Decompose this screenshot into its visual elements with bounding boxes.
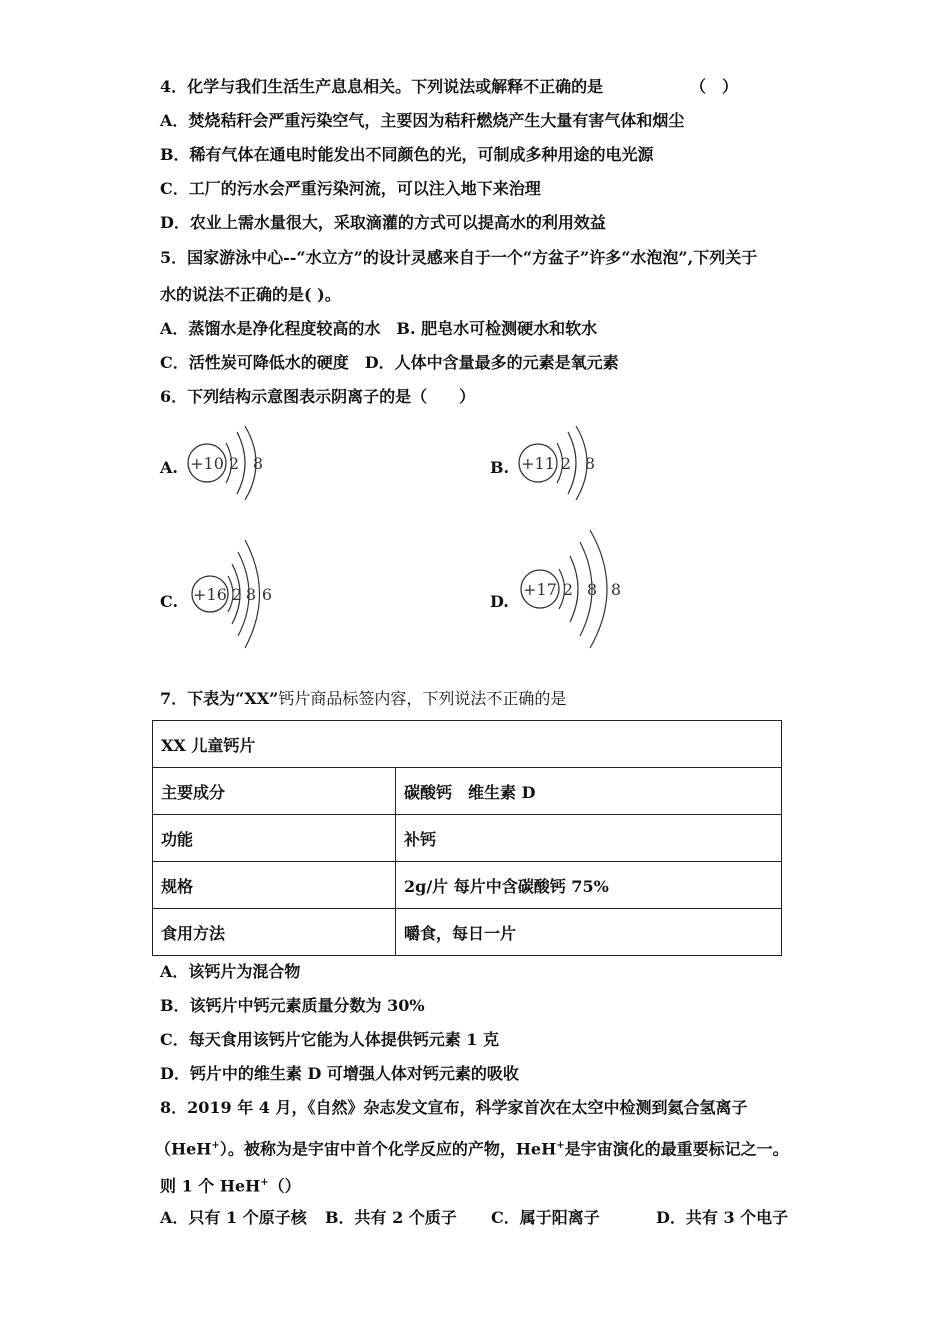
table-row: [153, 768, 782, 815]
q6-a-shell-1: 2: [228, 454, 240, 473]
table-row: [153, 815, 782, 862]
q6-option-d-label: D.: [490, 592, 509, 611]
q8-line2-sup: +: [211, 1140, 220, 1151]
q8-line3-part-a: 则 1 个 HeH: [160, 1176, 261, 1196]
q4-option-d: D．农业上需水量很大，采取滴灌的方式可以提高水的利用效益: [160, 213, 606, 232]
q6-d-nucleus: +17: [523, 580, 557, 599]
q8-line3-part-b: （）: [268, 1176, 301, 1196]
q6-b-shell-1: 2: [560, 454, 572, 473]
q7-stem-prefix: 7．下表为: [160, 689, 236, 708]
q8-stem-line1: 8．2019 年 4 月，《自然》杂志发文宣布，科学家首次在太空中检测到氦合氢离子: [160, 1098, 748, 1117]
q6-option-a-label: A.: [160, 458, 178, 477]
q6-d-shell-3: 8: [610, 580, 622, 599]
table-value-cell: 2g/片 每片中含碳酸钙 75%: [396, 862, 782, 909]
q8-line3-sup: +: [260, 1177, 269, 1188]
table-row: [153, 909, 782, 956]
q6-diagram-b: [516, 420, 616, 506]
q6-diagram-a: [185, 420, 285, 506]
q8-line2-part-c: 是宇宙演化的最重要标记之一。: [564, 1139, 789, 1159]
q6-b-nucleus: +11: [521, 454, 555, 473]
q4-option-b: B．稀有气体在通电时能发出不同颜色的光，可制成多种用途的电光源: [160, 145, 654, 164]
q6-diagram-c: [190, 534, 300, 650]
q8-stem-line3: [160, 1172, 301, 1197]
q5-stem-line1: 5．国家游泳中心--“水立方”的设计灵感来自于一个“方盆子”许多“水泡泡”,下列关于: [160, 248, 758, 267]
table-row: [153, 721, 782, 768]
q8-option-c: C．属于阳离子: [491, 1208, 600, 1227]
q6-stem: 6．下列结构示意图表示阴离子的是（ ）: [160, 387, 476, 406]
q7-option-c: C．每天食用该钙片它能为人体提供钙元素 1 克: [160, 1030, 500, 1049]
q6-option-c-label: C.: [160, 592, 179, 611]
q4-option-a: A．焚烧秸秆会严重污染空气，主要因为秸秆燃烧产生大量有害气体和烟尘: [160, 111, 685, 130]
q6-c-nucleus: +16: [193, 585, 227, 604]
table-key-cell: 规格: [153, 862, 396, 909]
q6-c-shell-1: 2: [231, 585, 243, 604]
table-value-cell: 嚼食，每日一片: [396, 909, 782, 956]
q5-stem-line2: 水的说法不正确的是( )。: [160, 285, 341, 304]
q8-line2-sup2: +: [556, 1140, 565, 1151]
q6-d-shell-1: 2: [562, 580, 574, 599]
q8-stem-line2: [155, 1135, 789, 1160]
table-value-cell: 补钙: [396, 815, 782, 862]
table-key-cell: 功能: [153, 815, 396, 862]
q8-line2-part-b: ）。被称为是宇宙中首个化学反应的产物，HeH: [219, 1139, 557, 1159]
q6-diagram-d: [518, 528, 636, 650]
q8-option-a: A．只有 1 个原子核: [160, 1208, 307, 1227]
q6-b-shell-2: 8: [584, 454, 596, 473]
table-key-cell: 食用方法: [153, 909, 396, 956]
q4-answer-paren: （ ）: [690, 77, 739, 96]
q6-a-shell-2: 8: [252, 454, 264, 473]
q5-options-ab: A．蒸馏水是净化程度较高的水 B. 肥皂水可检测硬水和软水: [160, 319, 598, 338]
q4-option-c: C．工厂的污水会严重污染河流，可以注入地下来治理: [160, 179, 541, 198]
q7-option-a: A．该钙片为混合物: [160, 962, 301, 981]
q8-option-d: D．共有 3 个电子: [656, 1208, 789, 1227]
q6-c-shell-3: 6: [261, 585, 273, 604]
q8-option-b: B．共有 2 个质子: [325, 1208, 457, 1227]
q4-stem: [160, 76, 603, 98]
table-row: [153, 862, 782, 909]
q7-option-d: D．钙片中的维生素 D 可增强人体对钙元素的吸收: [160, 1064, 519, 1083]
table-key-cell: 主要成分: [153, 768, 396, 815]
q7-option-b: B．该钙片中钙元素质量分数为 30%: [160, 996, 425, 1015]
q8-line2-part-a: （HeH: [155, 1139, 212, 1159]
q6-option-b-label: B.: [490, 458, 510, 477]
q7-stem-product: “XX”: [235, 689, 279, 708]
product-label-table: [152, 720, 782, 956]
q6-d-shell-2: 8: [586, 580, 598, 599]
q7-stem-suffix: 钙片商品标签内容，下列说法不正确的是: [278, 689, 567, 708]
q6-c-shell-2: 8: [245, 585, 257, 604]
q6-a-nucleus: +10: [190, 454, 224, 473]
q7-stem: [160, 688, 566, 710]
q4-stem-text: 4．化学与我们生活生产息息相关。下列说法或解释不正确的是: [160, 77, 604, 96]
table-title-cell: XX 儿童钙片: [153, 721, 782, 768]
table-value-cell: 碳酸钙 维生素 D: [396, 768, 782, 815]
q5-options-cd: C．活性炭可降低水的硬度 D．人体中含量最多的元素是氧元素: [160, 353, 619, 372]
